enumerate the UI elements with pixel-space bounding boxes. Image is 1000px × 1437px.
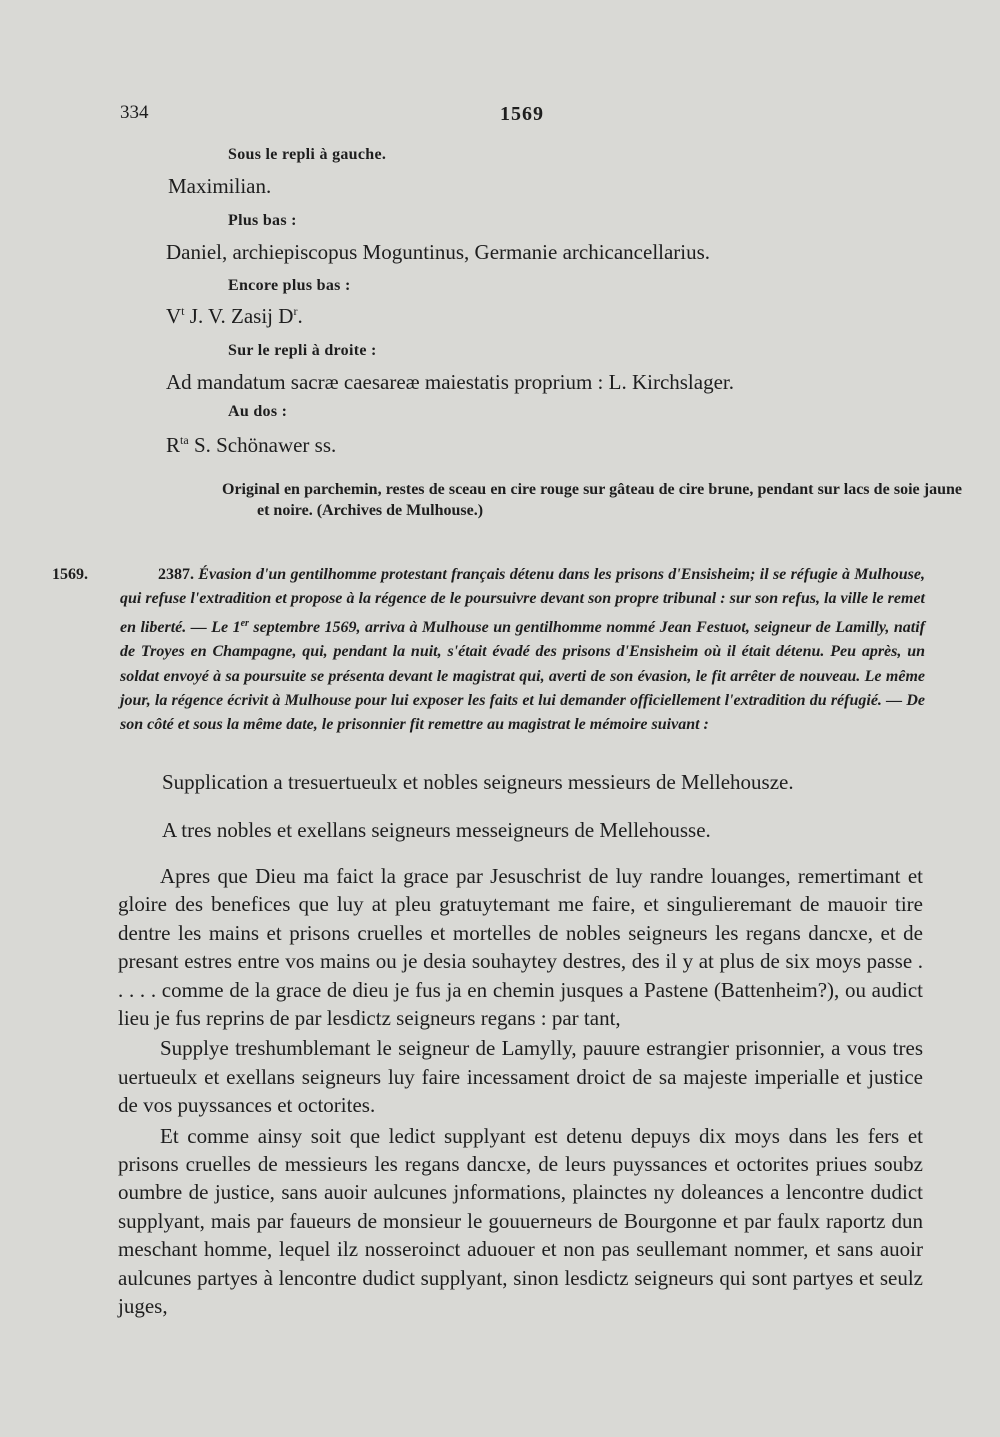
signature-zasij: $V^t$ J. V. Zasij $D^r$. [166,304,303,328]
margin-year: 1569. [52,566,88,583]
paragraph: Et comme ainsy soit que ledict supplyant est detenu depuys dix moys dans les fers et prisons cruelles de messieurs les regans dancxe, de leurs puyssances et octorites priues soubz oumbre de justice, sans auoir aulcunes jnformations, plainctes ny doleances a lencontre dudict supplyant, mais par faueurs de monsieur le gouuerneurs de Bourgonne et par faulx raportz dun meschant homme, lequel ilz nosseroinct aduouer et non pas seullemant nommer, et sans auoir aulcunes partyes à lencontre dudict supplyant, sinon lesdictz seigneurs qui sont partyes et seulz juges, [118,1123,923,1319]
signature-mandatum: Ad mandatum sacræ caesareæ maiestatis proprium : L. Kirchslager. [166,370,734,394]
document-body [118,862,923,1323]
entry-number: 2387. [158,566,194,583]
signature-maximilian: Maximilian. [168,174,272,198]
note-left-fold: Sous le repli à gauche. [228,146,387,163]
note-right-fold: Sur le repli à droite : [228,342,377,359]
running-header-year: 1569 [500,103,544,125]
signature-daniel: Daniel, archiepiscopus Moguntinus, Germanie archicancellarius. [166,240,711,264]
paragraph: Supplye treshumblemant le seigneur de Lamylly, pauure estrangier prisonnier, a vous tres uertueulx et exellans seigneurs luy faire incessament droict de sa majeste imperialle et justice de vos puyssances et octorites. [118,1036,923,1118]
note-further-below: Encore plus bas : [228,277,351,294]
archive-note: Original en parchemin, restes de sceau en cire rouge sur gâteau de cire brune, pendant sur lacs de soie jaune et noire. (Archives de Mulhouse.) [222,481,962,519]
entry-summary: 2387. Évasion d'un gentilhomme protestant français détenu dans les prisons d'Ensisheim; il se réfugie à Mulhouse, qui refuse l'extradition et propose à la régence de le poursuivre devant son propre tribunal : sur son refus, la ville le remet en liberté. — Le 1er septembre 1569, arriva à Mulhouse un gentilhomme nommé Jean Festuot, seigneur de Lamilly, natif de Troyes en Champagne, qui, pendant la nuit, s'était évadé des prisons d'Ensisheim où il était détenu. Peu après, un soldat envoyé à sa poursuite se présenta devant le magistrat qui, averti de son évasion, le fit arrêter de nouveau. Le même jour, la régence écrivit à Mulhouse pour lui exposer les faits et lui demander officiellement l'extradition du réfugié. — De son côté et sous la même date, le prisonnier fit remettre au magistrat le mémoire suivant : [120,566,925,734]
paragraph: Apres que Dieu ma faict la grace par Jesuschrist de luy randre louanges, remertimant et gloire des benefices que luy at pleu gratuytemant me faire, et singulieremant de mauoir tire dentre les mains et prisons cruelles et mortelles de nobles seigneurs les regans dancxe, et de presant estres entre vos mains ou je desia souhaytey destres, des il y at plus de six moys passe . . . . . comme de la grace de dieu je fus ja en chemin jusques a Pastene (Battenheim?), ou audict lieu je fus reprins de par lesdictz seigneurs regans : par tant, [118,864,923,1031]
signature-schonawer: $R^{ta}$ S. Schönawer ss. [166,433,337,457]
note-below: Plus bas : [228,212,297,229]
page-number: 334 [120,102,149,123]
note-back: Au dos : [228,403,288,420]
document-heading-1: Supplication a tresuertueulx et nobles seigneurs messieurs de Mellehousze. [162,770,794,794]
document-heading-2: A tres nobles et exellans seigneurs messeigneurs de Mellehousse. [162,818,711,842]
